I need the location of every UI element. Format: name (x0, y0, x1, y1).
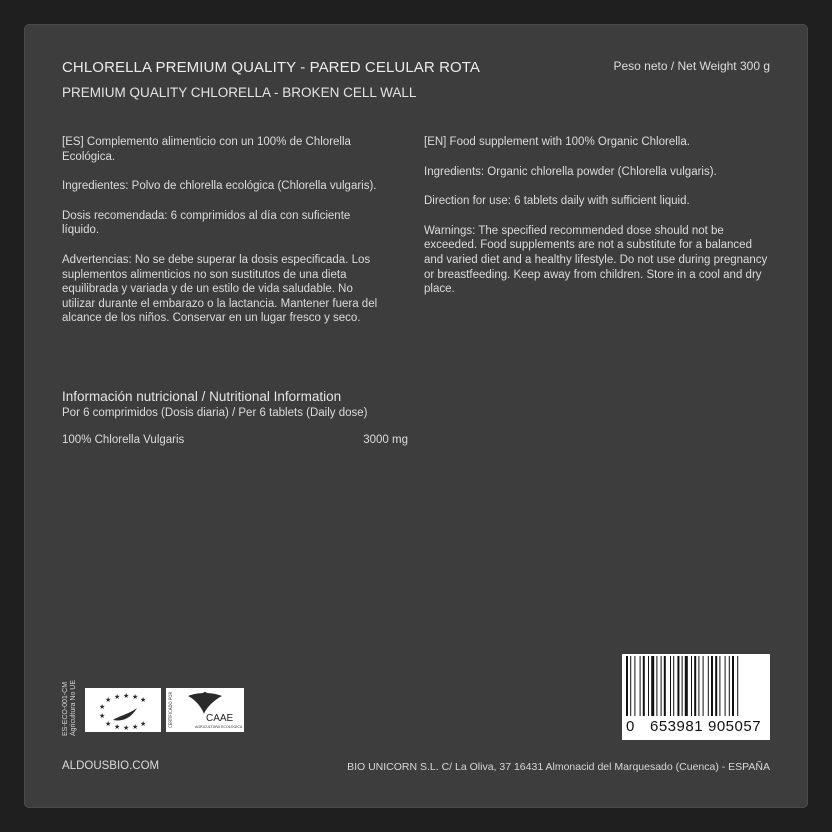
en-ingredients: Ingredients: Organic chlorella powder (Chlorella vulgaris). (424, 165, 717, 178)
svg-text:★: ★ (114, 693, 121, 701)
certification-code (62, 680, 78, 736)
svg-text:★: ★ (123, 692, 130, 700)
product-label (24, 24, 808, 808)
es-description: [ES] Complemento alimenticio con un 100% de Chlorella Ecológica. (62, 136, 351, 163)
company-address: BIO UNICORN S.L. C/ La Oliva, 37 16431 Almonacid del Marquesado (Cuenca) - ESPAÑA (347, 761, 770, 773)
en-dosage: Direction for use: 6 tablets daily with sufficient liquid. (424, 195, 690, 208)
caae-text: CAAE (206, 713, 234, 724)
barcode-digit-1: 0 (626, 718, 635, 735)
es-warnings: Advertencias: No se debe superar la dosis especificada. Los suplementos alimenticios no son sustitutos de una dieta equilibrada y variada y de un estilo de vida saludable. No utilizar durante el embarazo o la lactancia. Mantener fuera del alcance de los niños. Conservar en un lugar fresco y seco. (62, 253, 378, 325)
nutrition-serving: Por 6 comprimidos (Dosis diaria) / Per 6 tablets (Daily dose) (62, 407, 368, 419)
certification-origin-text: Agricultura No UE (70, 679, 77, 736)
caae-subtext: AGRICULTURA ECOLÓGICA (195, 725, 243, 729)
es-dosage: Dosis recomendada: 6 comprimidos al día con suficiente líquido. (62, 209, 351, 237)
es-ingredients: Ingredientes: Polvo de chlorella ecológica (Chlorella vulgaris). (62, 180, 377, 193)
nutrition-title: Información nutricional / Nutritional Information (62, 389, 342, 404)
product-title-es: CHLORELLA PREMIUM QUALITY - PARED CELULAR ROTA (62, 59, 481, 76)
svg-text:★: ★ (99, 712, 106, 720)
caae-logo-icon (166, 688, 244, 732)
svg-text:★: ★ (99, 703, 106, 711)
svg-text:★: ★ (140, 696, 147, 704)
nutrition-row-value: 3000 mg (363, 434, 408, 446)
svg-text:★: ★ (132, 693, 139, 701)
svg-text:★: ★ (140, 720, 147, 728)
certification-code-text: ES-ECO-001-CM (62, 681, 69, 736)
barcode (622, 654, 770, 740)
en-warnings: Warnings: The specified recommended dose should not be exceeded. Food supplements are not a substitute for a balanced and varied diet and a healthy lifestyle. Do not use during pregnancy or breastfeeding. Keep away from children. Store in a cool and dry place. (424, 224, 768, 296)
barcode-digits-left: 653981 (650, 718, 704, 735)
website-link[interactable]: ALDOUSBIO.COM (62, 760, 160, 772)
barcode-bars-icon (622, 656, 770, 722)
en-description: [EN] Food supplement with 100% Organic Chlorella. (424, 136, 690, 148)
svg-text:★: ★ (114, 723, 121, 731)
spanish-column (62, 135, 380, 341)
product-title-en: PREMIUM QUALITY CHLORELLA - BROKEN CELL WALL (62, 85, 417, 100)
svg-text:★: ★ (123, 724, 130, 732)
nutrition-row (62, 434, 408, 446)
svg-text:★: ★ (105, 720, 112, 728)
svg-text:★: ★ (132, 723, 139, 731)
eu-organic-logo-icon (85, 688, 161, 732)
barcode-digits-right: 905057 (708, 718, 762, 735)
svg-text:CERTIFICADO POR: CERTIFICADO POR (168, 691, 173, 728)
english-column (424, 135, 770, 312)
svg-text:★: ★ (105, 696, 112, 704)
nutrition-row-name: 100% Chlorella Vulgaris (62, 434, 185, 446)
net-weight: Peso neto / Net Weight 300 g (613, 59, 770, 73)
